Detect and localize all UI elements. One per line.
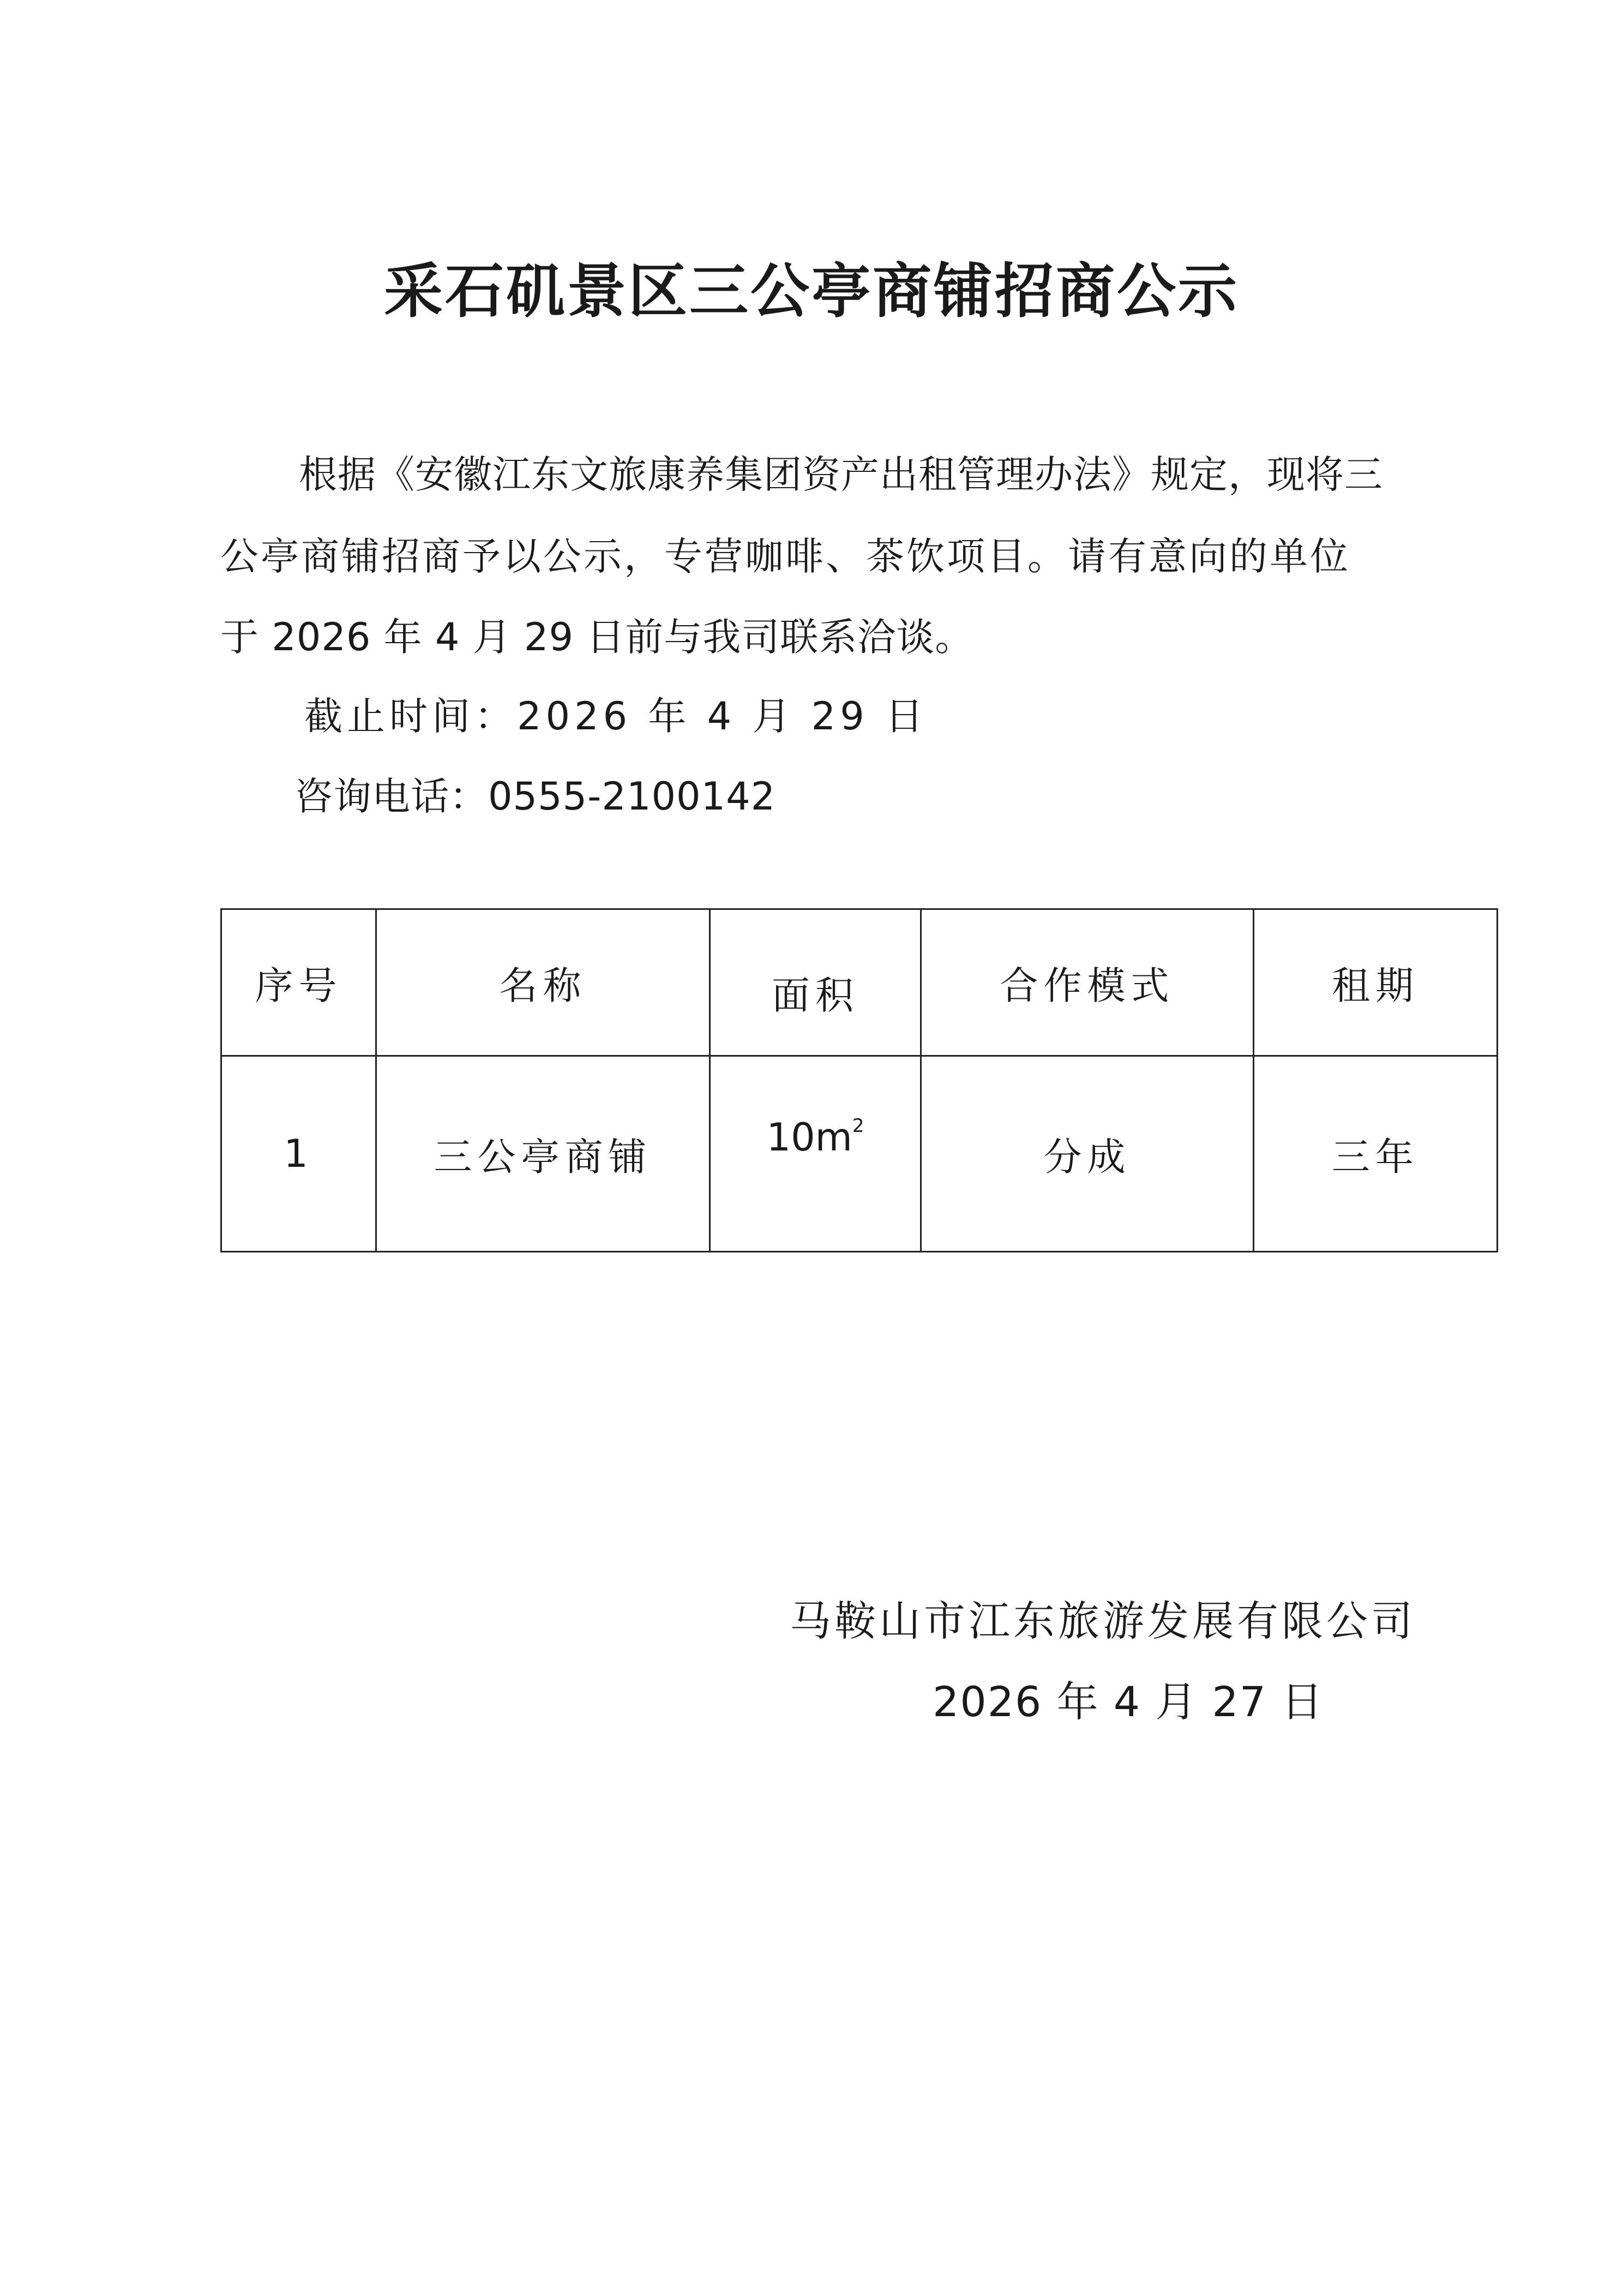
deadline-line: 截止时间：2026 年 4 月 29 日 [304,694,928,739]
cell-area-value: 10m [766,1115,852,1160]
page-title: 采石矶景区三公亭商铺招商公示 [383,257,1239,326]
table-header-row [221,909,1498,1056]
cell-area [710,1056,921,1252]
cell-term: 三年 [1254,1056,1498,1252]
signature-date: 2026 年 4 月 27 日 [933,1677,1324,1726]
cell-mode: 分成 [921,1056,1254,1252]
cell-name: 三公亭商铺 [376,1056,710,1252]
shop-info-table [220,908,1498,1252]
header-mode: 合作模式 [921,909,1254,1056]
table-row [221,1056,1498,1252]
header-area-label: 面积 [772,973,859,1018]
body-paragraph-line-2: 公亭商铺招商予以公示，专营咖啡、茶饮项目。请有意向的单位 [220,534,1350,579]
cell-area-unit-superscript: 2 [852,1115,864,1137]
cell-index: 1 [221,1056,376,1252]
header-area [710,909,921,1056]
header-name: 名称 [376,909,710,1056]
signature-organization: 马鞍山市江东旅游发展有限公司 [790,1597,1416,1645]
contact-phone-line: 咨询电话：0555-2100142 [294,774,776,819]
body-paragraph-line-3: 于 2026 年 4 月 29 日前与我司联系洽谈。 [220,615,974,660]
header-term: 租期 [1254,909,1498,1056]
header-index: 序号 [221,909,376,1056]
body-paragraph-line-1: 根据《安徽江东文旅康养集团资产出租管理办法》规定，现将三 [299,452,1383,497]
